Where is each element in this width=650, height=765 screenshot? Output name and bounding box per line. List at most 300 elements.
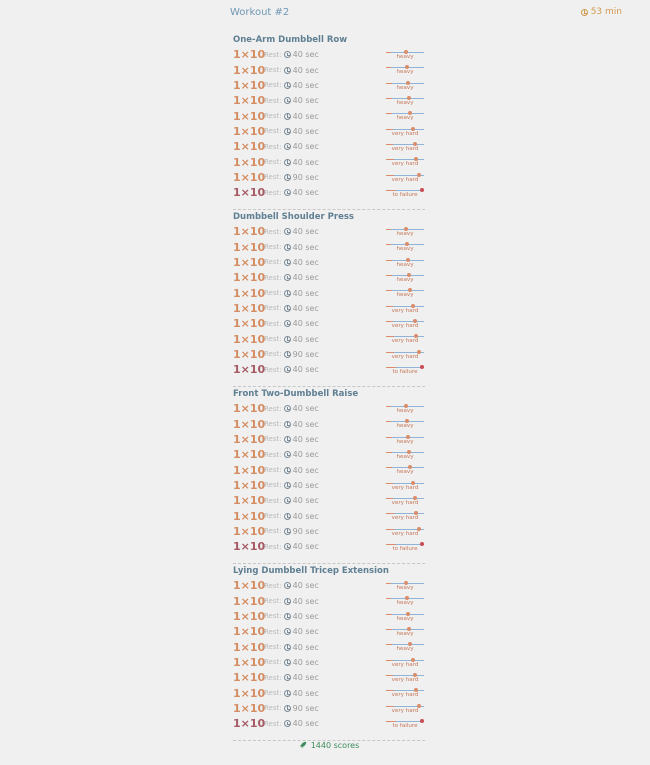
set-row — [233, 701, 425, 716]
clock-icon — [284, 659, 291, 666]
scores-footer — [233, 737, 425, 753]
rest-label: Rest: — [264, 243, 282, 252]
intensity-label: very hard — [391, 500, 419, 507]
intensity-fill — [386, 406, 391, 407]
rest-value: 40 sec — [292, 50, 319, 60]
rest-time — [264, 581, 319, 590]
rest-value: 40 sec — [292, 257, 319, 267]
intensity-slider[interactable] — [386, 508, 424, 523]
rest-value: 90 sec — [292, 349, 319, 359]
set-reps: 1×10 — [233, 317, 266, 331]
rest-label: Rest: — [264, 142, 282, 151]
intensity-fill — [386, 721, 396, 722]
rest-label: Rest: — [264, 335, 282, 344]
scores-text: 1440 scores — [310, 740, 360, 750]
intensity-fill — [386, 352, 394, 353]
intensity-fill — [386, 498, 393, 499]
rest-value: 40 sec — [292, 627, 319, 637]
clock-icon — [284, 97, 291, 104]
intensity-label: heavy — [396, 600, 414, 607]
intensity-fill — [386, 229, 391, 230]
rest-time — [264, 689, 319, 698]
rest-label: Rest: — [264, 597, 282, 606]
intensity-label: heavy — [396, 292, 414, 299]
clock-icon — [284, 67, 291, 74]
set-reps: 1×10 — [233, 225, 266, 239]
rest-time — [264, 304, 319, 313]
rest-label: Rest: — [264, 96, 282, 105]
intensity-label: heavy — [396, 84, 414, 91]
exercise-title[interactable]: Dumbbell Shoulder Press — [233, 212, 354, 222]
intensity-fill — [386, 690, 394, 691]
rest-time — [264, 627, 319, 636]
intensity-fill — [386, 260, 392, 261]
intensity-label: heavy — [396, 100, 414, 107]
intensity-fill — [386, 437, 392, 438]
rest-time — [264, 66, 319, 75]
intensity-fill — [386, 583, 391, 584]
intensity-label: very hard — [391, 677, 419, 684]
clock-icon — [284, 259, 291, 266]
rest-label: Rest: — [264, 527, 282, 536]
set-row — [233, 224, 425, 239]
intensity-fill — [386, 706, 394, 707]
intensity-label: very hard — [391, 130, 419, 137]
rest-label: Rest: — [264, 542, 282, 551]
rest-time — [264, 527, 319, 536]
set-reps: 1×10 — [233, 255, 266, 269]
intensity-fill — [386, 660, 393, 661]
rest-time — [264, 319, 319, 328]
rest-value: 40 sec — [292, 227, 319, 237]
set-reps: 1×10 — [233, 579, 266, 593]
set-row — [233, 62, 425, 77]
set-row — [233, 716, 425, 731]
intensity-fill — [386, 544, 396, 545]
set-row — [233, 285, 425, 300]
clock-icon — [284, 51, 291, 58]
rest-time — [264, 112, 319, 121]
clock-icon — [284, 113, 291, 120]
intensity-slider[interactable] — [386, 639, 424, 654]
rest-time — [264, 542, 319, 551]
intensity-fill — [386, 513, 394, 514]
set-reps: 1×10 — [233, 594, 266, 608]
intensity-label: heavy — [396, 246, 414, 253]
rest-label: Rest: — [264, 158, 282, 167]
rest-label: Rest: — [264, 304, 282, 313]
clock-icon — [284, 82, 291, 89]
set-row — [233, 416, 425, 431]
clock-icon — [284, 467, 291, 474]
set-row — [233, 124, 425, 139]
set-reps: 1×10 — [233, 186, 266, 200]
intensity-fill — [386, 52, 391, 53]
clock-icon — [284, 436, 291, 443]
rest-value: 40 sec — [292, 404, 319, 414]
workout-header — [230, 4, 622, 20]
intensity-slider[interactable] — [386, 239, 424, 254]
intensity-slider[interactable] — [386, 62, 424, 77]
set-row — [233, 508, 425, 523]
intensity-slider[interactable] — [386, 331, 424, 346]
intensity-slider[interactable] — [386, 716, 424, 731]
rest-label: Rest: — [264, 365, 282, 374]
rest-value: 40 sec — [292, 511, 319, 521]
set-reps: 1×10 — [233, 448, 266, 462]
intensity-label: heavy — [396, 585, 414, 591]
set-row — [233, 432, 425, 447]
clock-icon — [284, 582, 291, 589]
rest-value: 40 sec — [292, 642, 319, 652]
workout-title[interactable]: Workout #2 — [230, 6, 290, 18]
set-reps: 1×10 — [233, 417, 266, 431]
rest-label: Rest: — [264, 512, 282, 521]
intensity-fill — [386, 483, 393, 484]
intensity-fill — [386, 644, 392, 645]
rest-value: 40 sec — [292, 434, 319, 444]
intensity-slider[interactable] — [386, 701, 424, 716]
intensity-slider[interactable] — [386, 447, 424, 462]
rest-time — [264, 481, 319, 490]
rest-label: Rest: — [264, 435, 282, 444]
set-row — [233, 331, 425, 346]
intensity-slider[interactable] — [386, 416, 424, 431]
intensity-slider[interactable] — [386, 154, 424, 169]
set-reps: 1×10 — [233, 48, 266, 62]
intensity-slider[interactable] — [386, 316, 424, 331]
set-reps: 1×10 — [233, 463, 266, 477]
set-reps: 1×10 — [233, 686, 266, 700]
set-reps: 1×10 — [233, 478, 266, 492]
clock-icon — [284, 705, 291, 712]
intensity-fill — [386, 275, 392, 276]
intensity-fill — [386, 367, 396, 368]
rest-time — [264, 96, 319, 105]
rest-label: Rest: — [264, 689, 282, 698]
intensity-label: very hard — [391, 307, 419, 314]
rest-time — [264, 158, 319, 167]
set-row — [233, 154, 425, 169]
intensity-label: very hard — [391, 515, 419, 522]
clock-icon — [284, 174, 291, 181]
set-reps: 1×10 — [233, 717, 266, 731]
set-reps: 1×10 — [233, 94, 266, 108]
rest-value: 90 sec — [292, 172, 319, 182]
rest-value: 40 sec — [292, 111, 319, 121]
intensity-label: heavy — [396, 469, 414, 476]
intensity-slider[interactable] — [386, 108, 424, 123]
rest-value: 40 sec — [292, 596, 319, 606]
exercise-section — [233, 33, 425, 210]
exercise-title[interactable]: Lying Dumbbell Tricep Extension — [233, 566, 389, 576]
clock-icon — [284, 451, 291, 458]
intensity-label: heavy — [396, 261, 414, 268]
intensity-slider[interactable] — [386, 401, 424, 416]
intensity-label: very hard — [391, 353, 419, 360]
clock-icon — [284, 628, 291, 635]
set-reps: 1×10 — [233, 432, 266, 446]
rest-value: 40 sec — [292, 719, 319, 729]
rest-label: Rest: — [264, 50, 282, 59]
set-reps: 1×10 — [233, 524, 266, 538]
rest-value: 40 sec — [292, 688, 319, 698]
set-reps: 1×10 — [233, 402, 266, 416]
set-row — [233, 670, 425, 685]
rest-value: 40 sec — [292, 188, 319, 198]
set-row — [233, 462, 425, 477]
set-reps: 1×10 — [233, 609, 266, 623]
intensity-label: heavy — [396, 438, 414, 445]
intensity-slider[interactable] — [386, 524, 424, 539]
intensity-label: very hard — [391, 661, 419, 668]
clock-icon — [284, 128, 291, 135]
intensity-fill — [386, 598, 391, 599]
intensity-slider[interactable] — [386, 270, 424, 285]
intensity-slider[interactable] — [386, 93, 424, 108]
intensity-label: to failure — [392, 369, 418, 376]
intensity-fill — [386, 144, 393, 145]
set-row — [233, 78, 425, 93]
rest-label: Rest: — [264, 188, 282, 197]
rest-value: 40 sec — [292, 80, 319, 90]
clock-icon — [284, 159, 291, 166]
exercise-list — [233, 33, 425, 741]
set-row — [233, 362, 425, 377]
exercise-section — [233, 210, 425, 387]
intensity-slider[interactable] — [386, 124, 424, 139]
rest-label: Rest: — [264, 81, 282, 90]
set-row — [233, 624, 425, 639]
rest-value: 40 sec — [292, 126, 319, 136]
intensity-slider[interactable] — [386, 609, 424, 624]
rest-time — [264, 227, 319, 236]
rest-time — [264, 365, 319, 374]
rest-time — [264, 466, 319, 475]
set-row — [233, 255, 425, 270]
set-row — [233, 93, 425, 108]
rest-value: 40 sec — [292, 273, 319, 283]
intensity-label: heavy — [396, 231, 414, 237]
clock-icon — [284, 513, 291, 520]
rest-value: 40 sec — [292, 581, 319, 591]
clock-icon — [284, 690, 291, 697]
rest-label: Rest: — [264, 127, 282, 136]
rest-label: Rest: — [264, 612, 282, 621]
rest-time — [264, 50, 319, 59]
rest-label: Rest: — [264, 350, 282, 359]
rest-value: 40 sec — [292, 319, 319, 329]
intensity-label: heavy — [396, 115, 414, 122]
clock-icon — [284, 274, 291, 281]
rest-time — [264, 243, 319, 252]
intensity-slider[interactable] — [386, 255, 424, 270]
intensity-label: heavy — [396, 454, 414, 461]
intensity-label: heavy — [396, 54, 414, 60]
rest-time — [264, 597, 319, 606]
clock-icon — [284, 320, 291, 327]
intensity-slider[interactable] — [386, 170, 424, 185]
rest-time — [264, 658, 319, 667]
rest-time — [264, 173, 319, 182]
intensity-label: heavy — [396, 615, 414, 622]
rest-time — [264, 435, 319, 444]
set-reps: 1×10 — [233, 540, 266, 554]
intensity-fill — [386, 113, 392, 114]
intensity-slider[interactable] — [386, 139, 424, 154]
rest-label: Rest: — [264, 627, 282, 636]
clock-icon — [284, 421, 291, 428]
set-reps: 1×10 — [233, 63, 266, 77]
intensity-slider[interactable] — [386, 224, 424, 239]
clock-icon — [284, 336, 291, 343]
intensity-label: to failure — [392, 192, 418, 199]
intensity-label: very hard — [391, 338, 419, 345]
rest-time — [264, 289, 319, 298]
intensity-fill — [386, 321, 393, 322]
intensity-label: heavy — [396, 408, 414, 414]
intensity-slider[interactable] — [386, 362, 424, 377]
intensity-slider[interactable] — [386, 78, 424, 93]
rest-value: 40 sec — [292, 611, 319, 621]
exercise-title[interactable]: Front Two-Dumbbell Raise — [233, 389, 359, 399]
set-row — [233, 655, 425, 670]
intensity-fill — [386, 675, 393, 676]
set-reps: 1×10 — [233, 625, 266, 639]
clock-icon — [284, 497, 291, 504]
rest-value: 40 sec — [292, 288, 319, 298]
rest-label: Rest: — [264, 289, 282, 298]
intensity-label: to failure — [392, 546, 418, 553]
exercise-title[interactable]: One-Arm Dumbbell Row — [233, 35, 348, 45]
set-reps: 1×10 — [233, 701, 266, 715]
rest-label: Rest: — [264, 450, 282, 459]
clock-icon — [284, 244, 291, 251]
intensity-slider[interactable] — [386, 47, 424, 62]
intensity-label: very hard — [391, 161, 419, 168]
intensity-slider[interactable] — [386, 655, 424, 670]
rest-value: 40 sec — [292, 365, 319, 375]
intensity-fill — [386, 129, 393, 130]
intensity-slider[interactable] — [386, 624, 424, 639]
rest-label: Rest: — [264, 719, 282, 728]
set-row — [233, 539, 425, 554]
intensity-slider[interactable] — [386, 593, 424, 608]
intensity-slider[interactable] — [386, 578, 424, 593]
intensity-fill — [386, 421, 391, 422]
clock-icon — [284, 644, 291, 651]
intensity-slider[interactable] — [386, 478, 424, 493]
rest-value: 40 sec — [292, 542, 319, 552]
rest-time — [264, 188, 319, 197]
intensity-slider[interactable] — [386, 432, 424, 447]
set-reps: 1×10 — [233, 140, 266, 154]
rest-label: Rest: — [264, 258, 282, 267]
intensity-fill — [386, 529, 394, 530]
set-row — [233, 47, 425, 62]
intensity-slider[interactable] — [386, 493, 424, 508]
rest-value: 40 sec — [292, 157, 319, 167]
intensity-fill — [386, 629, 392, 630]
clock-icon — [581, 9, 588, 16]
rest-label: Rest: — [264, 704, 282, 713]
intensity-slider[interactable] — [386, 185, 424, 200]
clock-icon — [284, 543, 291, 550]
rest-label: Rest: — [264, 496, 282, 505]
set-reps: 1×10 — [233, 655, 266, 669]
intensity-slider[interactable] — [386, 301, 424, 316]
set-row — [233, 685, 425, 700]
clock-icon — [284, 228, 291, 235]
rest-time — [264, 496, 319, 505]
exercise-section — [233, 387, 425, 564]
rest-time — [264, 81, 319, 90]
rest-label: Rest: — [264, 466, 282, 475]
rest-label: Rest: — [264, 673, 282, 682]
rest-time — [264, 404, 319, 413]
exercise-section — [233, 564, 425, 741]
rest-value: 40 sec — [292, 657, 319, 667]
workout-duration — [581, 7, 622, 17]
intensity-fill — [386, 190, 396, 191]
clock-icon — [284, 189, 291, 196]
rest-label: Rest: — [264, 481, 282, 490]
intensity-slider[interactable] — [386, 539, 424, 554]
rest-value: 40 sec — [292, 480, 319, 490]
set-reps: 1×10 — [233, 509, 266, 523]
rest-value: 40 sec — [292, 142, 319, 152]
set-row — [233, 447, 425, 462]
intensity-label: heavy — [396, 646, 414, 653]
intensity-label: heavy — [396, 277, 414, 284]
set-row — [233, 270, 425, 285]
rest-time — [264, 512, 319, 521]
clock-icon — [284, 143, 291, 150]
rest-label: Rest: — [264, 420, 282, 429]
rest-time — [264, 673, 319, 682]
intensity-slider[interactable] — [386, 462, 424, 477]
intensity-slider[interactable] — [386, 285, 424, 300]
intensity-label: heavy — [396, 69, 414, 76]
set-reps: 1×10 — [233, 363, 266, 377]
set-row — [233, 578, 425, 593]
set-reps: 1×10 — [233, 155, 266, 169]
intensity-label: very hard — [391, 692, 419, 699]
rest-value: 90 sec — [292, 526, 319, 536]
rest-label: Rest: — [264, 227, 282, 236]
clock-icon — [284, 482, 291, 489]
set-row — [233, 108, 425, 123]
set-reps: 1×10 — [233, 170, 266, 184]
intensity-fill — [386, 67, 391, 68]
rest-label: Rest: — [264, 112, 282, 121]
rest-value: 40 sec — [292, 496, 319, 506]
intensity-slider[interactable] — [386, 685, 424, 700]
set-row — [233, 139, 425, 154]
set-row — [233, 316, 425, 331]
intensity-label: very hard — [391, 530, 419, 537]
set-reps: 1×10 — [233, 640, 266, 654]
set-row — [233, 593, 425, 608]
intensity-slider[interactable] — [386, 347, 424, 362]
clock-icon — [284, 674, 291, 681]
set-row — [233, 639, 425, 654]
intensity-fill — [386, 244, 391, 245]
rest-label: Rest: — [264, 273, 282, 282]
rest-time — [264, 643, 319, 652]
intensity-slider[interactable] — [386, 670, 424, 685]
set-reps: 1×10 — [233, 332, 266, 346]
